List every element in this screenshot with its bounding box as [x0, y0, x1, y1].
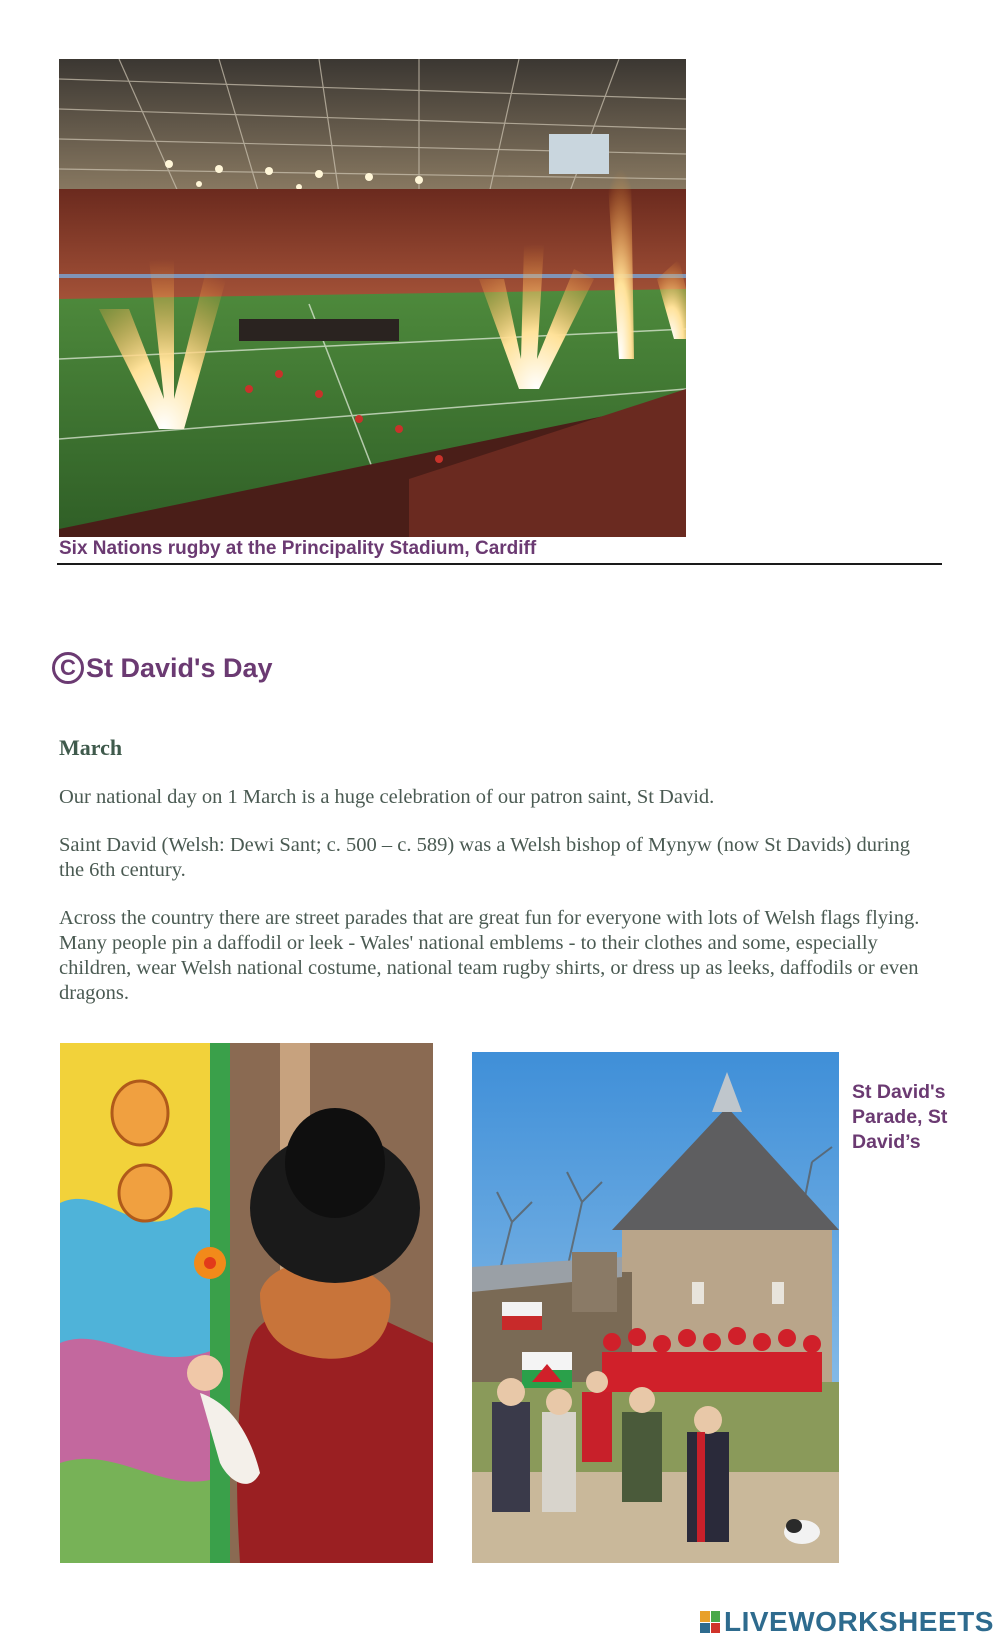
subheading-march: March: [59, 735, 123, 760]
footer-logo[interactable]: [700, 1606, 994, 1638]
stadium-photo: [59, 59, 686, 537]
paragraph-intro: Our national day on 1 March is a huge celebration of our patron saint, St David.: [59, 786, 715, 808]
stadium-caption: Six Nations rugby at the Principality Stadium, Cardiff: [59, 538, 537, 559]
caption-divider: [57, 563, 942, 565]
child-costume-photo: [60, 1043, 433, 1563]
liveworksheets-icon: [700, 1611, 720, 1633]
paragraph-parades: Across the country there are street parades that are great fun for everyone with lots of Welsh flags flying. Many people pin a daffodil or leek - Wales' national emblems - to their clothes and some, especially children, wear Welsh national costume, national team rugby shirts, or dress up as leeks, daffodils or even dragons.: [59, 907, 920, 1004]
liveworksheets-brand: LIVEWORKSHEETS: [724, 1606, 994, 1637]
section-title-text: St David's Day: [86, 652, 273, 683]
parade-caption: St David's Parade, St David’s: [852, 1081, 948, 1153]
section-title: [52, 652, 273, 684]
paragraph-saint-david: Saint David (Welsh: Dewi Sant; c. 500 – c. 589) was a Welsh bishop of Mynyw (now St Davids) during the 6th century.: [59, 834, 910, 881]
parade-photo: [472, 1052, 839, 1563]
copyright-icon: C: [52, 652, 84, 684]
